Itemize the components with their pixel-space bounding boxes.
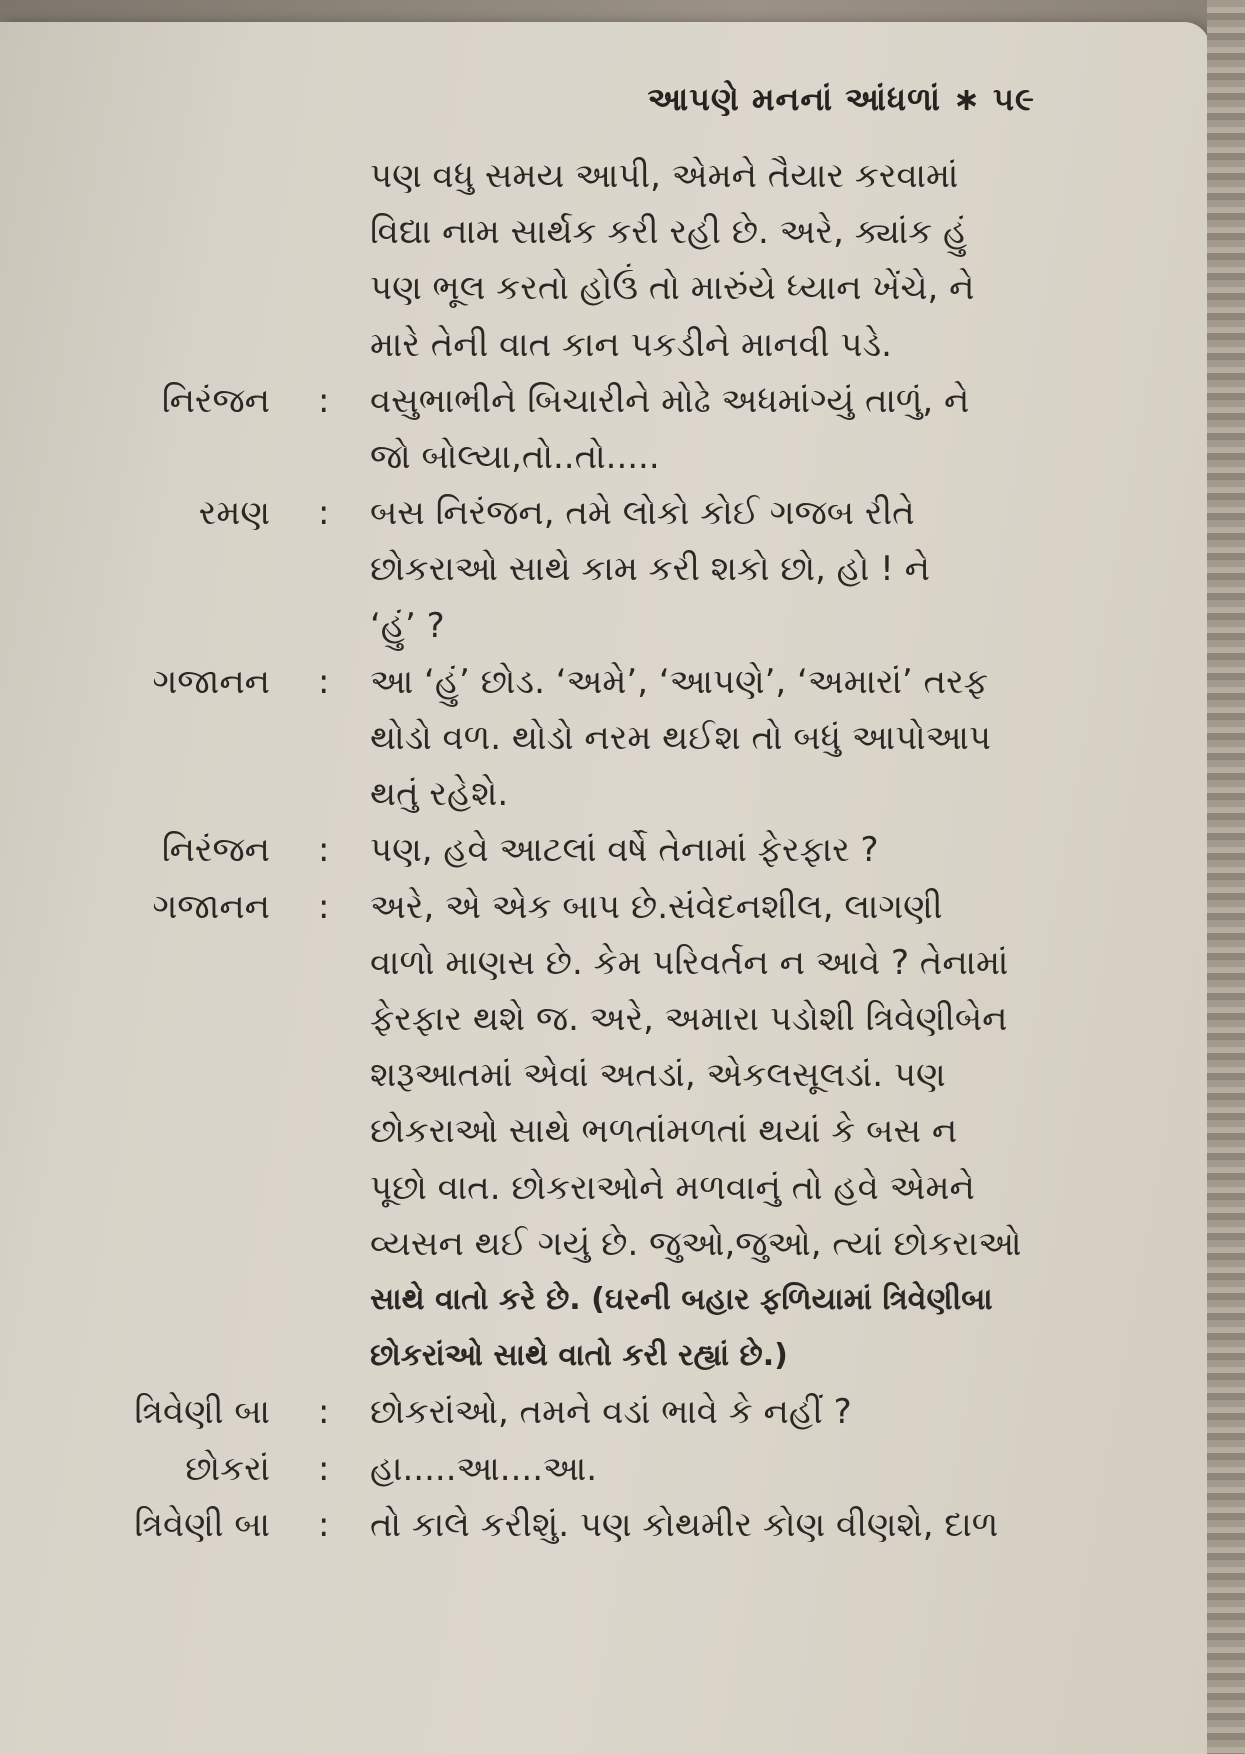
dialogue-text: હા.....આ....આ. [370, 1448, 598, 1489]
dialogue-text: જો બોલ્યા,તો..તો..... [370, 437, 660, 477]
dialogue-line [0, 427, 1210, 487]
dialogue-line [0, 315, 1210, 375]
dialogue-text: શરૂઆતમાં એવાં અતડાં, એકલસૂલડાં. પણ [370, 1055, 946, 1096]
dialogue-text: ફેરફાર થશે જ. અરે, અમારા પડોશી ત્રિવેણીબેન [370, 999, 1008, 1039]
speaker-name: ત્રિવેણી બા [134, 1392, 270, 1433]
dialogue-text: બસ નિરંજન, તમે લોકો કોઈ ગજબ રીતે [370, 493, 915, 534]
dialogue-line [0, 146, 1210, 206]
dialogue-line [0, 989, 1210, 1049]
dialogue-line [0, 1270, 1210, 1330]
speaker-separator: : [318, 830, 330, 871]
dialogue-text: છોકરાંઓ, તમને વડાં ભાવે કે નહીં ? [370, 1392, 852, 1433]
dialogue-line [0, 652, 1210, 712]
dialogue-line [0, 1045, 1210, 1105]
dialogue-line [0, 820, 1210, 880]
speaker-separator: : [318, 1504, 330, 1545]
speaker-name: રમણ [198, 493, 270, 534]
dialogue-line [0, 1326, 1210, 1386]
dialogue-text: પૂછો વાત. છોકરાઓને મળવાનું તો હવે એમને [370, 1167, 975, 1208]
dialogue-line [0, 483, 1210, 543]
speaker-name: ત્રિવેણી બા [134, 1504, 270, 1545]
dialogue-line [0, 202, 1210, 262]
dialogue-text: વસુભાભીને બિચારીને મોઢે અધમાંગ્યું તાળું, ને [370, 380, 970, 421]
dialogue-text: થતું રહેશે. [370, 774, 509, 815]
dialogue-text: પણ, હવે આટલાં વર્ષે તેનામાં ફેરફાર ? [370, 830, 879, 871]
dialogue-text: પણ વધુ સમય આપી, એમને તૈયાર કરવામાં [370, 156, 959, 196]
dialogue-line [0, 539, 1210, 599]
dialogue-text: વાળો માણસ છે. કેમ પરિવર્તન ન આવે ? તેનામાં [370, 942, 1009, 983]
speaker-name: છોકરાં [185, 1448, 270, 1489]
background-strip [0, 0, 1245, 24]
speaker-name: ગજાનન [152, 886, 270, 927]
dialogue-line [0, 933, 1210, 993]
dialogue-text: થોડો વળ. થોડો નરમ થઈશ તો બધું આપોઆપ [370, 718, 991, 758]
running-header: આપણે મનનાં આંધળાં ∗ ૫૯ [647, 80, 1035, 118]
speaker-name: નિરંજન [161, 380, 270, 421]
dialogue-line [0, 1439, 1210, 1499]
dialogue-text: મારે તેની વાત કાન પકડીને માનવી પડે. [370, 324, 892, 365]
dialogue-text: છોકરાઓ સાથે કામ કરી શકો છો, હો ! ને [370, 549, 930, 590]
dialogue-line [0, 371, 1210, 431]
dialogue-line [0, 596, 1210, 656]
stage-direction: સાથે વાતો કરે છે. (ઘરની બહાર ફળિયામાં ત્રિવેણીબા [370, 1282, 993, 1317]
dialogue-text: વિદ્યા નામ સાર્થક કરી રહી છે. અરે, ક્યાંક હું [370, 212, 968, 253]
dialogue-text: છોકરાઓ સાથે ભળતાંમળતાં થયાં કે બસ ન [370, 1111, 958, 1152]
speaker-separator: : [318, 380, 330, 421]
dialogue-line [0, 1158, 1210, 1218]
speaker-name: ગજાનન [152, 661, 270, 702]
speaker-name: નિરંજન [161, 830, 270, 871]
speaker-separator: : [318, 1448, 330, 1489]
dialogue-line [0, 708, 1210, 768]
dialogue-line [0, 877, 1210, 937]
dialogue-line [0, 1382, 1210, 1442]
stage-direction: છોકરાંઓ સાથે વાતો કરી રહ્યાં છે.) [370, 1338, 788, 1374]
dialogue-text: તો કાલે કરીશું. પણ કોથમીર કોણ વીણશે, દાળ [370, 1504, 999, 1545]
dialogue-text: પણ ભૂલ કરતો હોઉં તો મારુંયે ધ્યાન ખેંચે, ને [370, 268, 975, 309]
dialogue-line [0, 764, 1210, 824]
dialogue-text: આ ‘હું’ છોડ. ‘અમે’, ‘આપણે’, ‘અમારાં’ તરફ [370, 661, 988, 702]
speaker-separator: : [318, 886, 330, 927]
dialogue-line [0, 258, 1210, 318]
speaker-separator: : [318, 661, 330, 702]
dialogue-text: અરે, એ એક બાપ છે.સંવેદનશીલ, લાગણી [370, 886, 943, 927]
dialogue-text: વ્યસન થઈ ગયું છે. જુઓ,જુઓ, ત્યાં છોકરાઓ [370, 1223, 1022, 1264]
speaker-separator: : [318, 1392, 330, 1433]
dialogue-text: ‘હું’ ? [370, 605, 445, 646]
dialogue-line [0, 1495, 1210, 1555]
speaker-separator: : [318, 493, 330, 534]
dialogue-line [0, 1101, 1210, 1161]
dialogue-line [0, 1214, 1210, 1274]
page-edge [1207, 0, 1245, 1754]
